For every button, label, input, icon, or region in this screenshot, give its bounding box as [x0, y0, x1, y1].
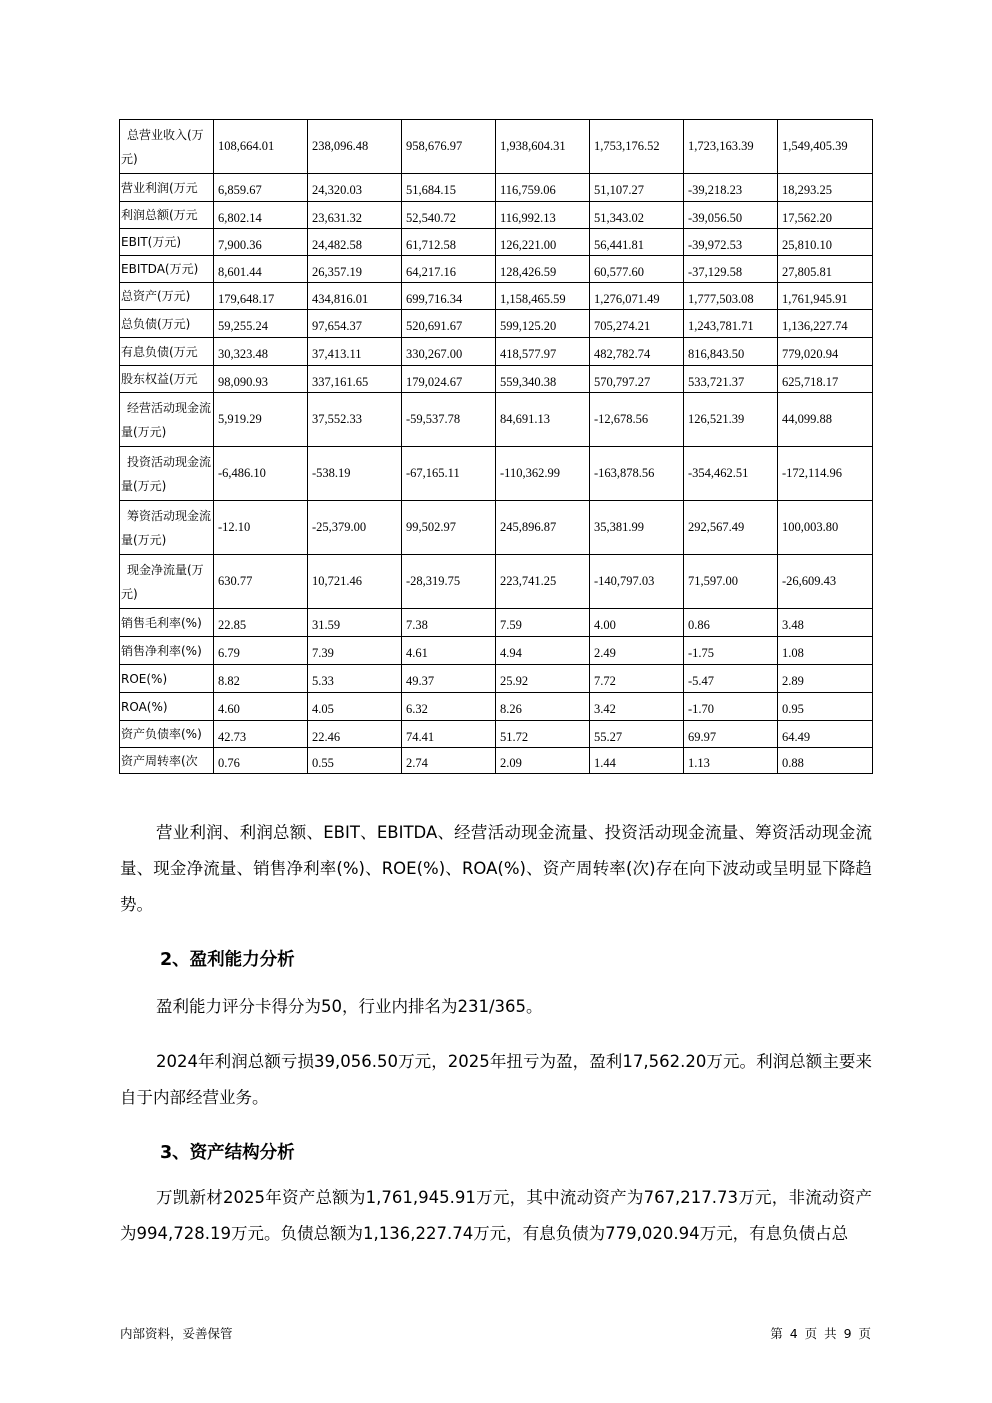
- table-cell: 5.33: [308, 665, 402, 693]
- row-label: [120, 202, 214, 229]
- table-cell: 0.88: [778, 748, 873, 774]
- row-label: [120, 693, 214, 721]
- table-row: [120, 501, 873, 555]
- table-cell: 2.49: [590, 637, 684, 665]
- table-cell: -26,609.43: [778, 555, 873, 609]
- table-cell: 128,426.59: [496, 256, 590, 283]
- table-cell: -163,878.56: [590, 447, 684, 501]
- table-cell: -39,056.50: [684, 202, 778, 229]
- table-cell: 1.08: [778, 637, 873, 665]
- profitability-score-paragraph: 盈利能力评分卡得分为50，行业内排名为231/365。: [156, 997, 543, 1016]
- table-cell: 245,896.87: [496, 501, 590, 555]
- row-label: [120, 120, 214, 174]
- table-cell: 116,992.13: [496, 202, 590, 229]
- row-label: [120, 748, 214, 774]
- table-row: [120, 202, 873, 229]
- table-cell: 52,540.72: [402, 202, 496, 229]
- table-cell: 6,859.67: [214, 174, 308, 202]
- table-cell: 100,003.80: [778, 501, 873, 555]
- table-cell: 520,691.67: [402, 310, 496, 338]
- table-cell: 42.73: [214, 721, 308, 748]
- table-cell: 1,938,604.31: [496, 120, 590, 174]
- trend-summary-paragraph: 营业利润、利润总额、EBIT、EBITDA、经营活动现金流量、投资活动现金流量、筹资活动现金流量、现金净流量、销售净利率(%)、ROE(%)、ROA(%)、资产周转率(次)存在向下波动或呈明显下降趋势。: [120, 823, 872, 914]
- table-cell: 18,293.25: [778, 174, 873, 202]
- table-row: [120, 609, 873, 637]
- table-cell: 2.09: [496, 748, 590, 774]
- row-label-text: ROE(%): [121, 671, 168, 686]
- row-label-text: ROA(%): [121, 699, 168, 714]
- table-cell: 337,161.65: [308, 366, 402, 393]
- table-cell: 31.59: [308, 609, 402, 637]
- table-cell: 108,664.01: [214, 120, 308, 174]
- table-cell: 69.97: [684, 721, 778, 748]
- row-label: [120, 283, 214, 310]
- table-cell: 37,552.33: [308, 393, 402, 447]
- table-cell: 559,340.38: [496, 366, 590, 393]
- row-label-text: 资产周转率(次: [121, 753, 198, 768]
- table-cell: 6.79: [214, 637, 308, 665]
- row-label: [120, 609, 214, 637]
- table-row: [120, 338, 873, 366]
- row-label-text: 销售净利率(%): [121, 643, 202, 658]
- table-cell: 37,413.11: [308, 338, 402, 366]
- table-cell: 7,900.36: [214, 229, 308, 256]
- table-row: [120, 665, 873, 693]
- table-cell: 126,521.39: [684, 393, 778, 447]
- row-label-text: 资产负债率(%): [121, 727, 202, 741]
- table-cell: 71,597.00: [684, 555, 778, 609]
- table-cell: 4.61: [402, 637, 496, 665]
- table-cell: 126,221.00: [496, 229, 590, 256]
- table-cell: 179,024.67: [402, 366, 496, 393]
- row-label: [120, 501, 214, 555]
- table-cell: 1,761,945.91: [778, 283, 873, 310]
- row-label-text: 投资活动现金流量(万元): [121, 454, 212, 493]
- table-cell: 1,136,227.74: [778, 310, 873, 338]
- table-cell: -67,165.11: [402, 447, 496, 501]
- table-row: [120, 721, 873, 748]
- table-cell: 25,810.10: [778, 229, 873, 256]
- table-cell: 49.37: [402, 665, 496, 693]
- row-label-text: 总负债(万元): [121, 316, 191, 331]
- row-label-text: 有息负债(万元: [121, 344, 198, 359]
- row-label-text: 股东权益(万元: [121, 372, 198, 386]
- table-cell: 1.13: [684, 748, 778, 774]
- table-cell: 51,107.27: [590, 174, 684, 202]
- table-cell: 1,243,781.71: [684, 310, 778, 338]
- table-cell: 699,716.34: [402, 283, 496, 310]
- table-cell: 4.00: [590, 609, 684, 637]
- table-cell: 533,721.37: [684, 366, 778, 393]
- table-cell: -1.70: [684, 693, 778, 721]
- section-heading-asset-structure: 3、资产结构分析: [160, 1143, 295, 1163]
- table-cell: -5.47: [684, 665, 778, 693]
- table-cell: 330,267.00: [402, 338, 496, 366]
- table-cell: 44,099.88: [778, 393, 873, 447]
- table-cell: -59,537.78: [402, 393, 496, 447]
- row-label-text: 现金净流量(万元): [121, 562, 204, 601]
- table-cell: 24,320.03: [308, 174, 402, 202]
- table-cell: 8.26: [496, 693, 590, 721]
- table-cell: 7.59: [496, 609, 590, 637]
- row-label-text: 营业利润(万元: [121, 180, 198, 195]
- table-cell: 599,125.20: [496, 310, 590, 338]
- row-label: [120, 637, 214, 665]
- row-label: [120, 338, 214, 366]
- table-cell: 22.46: [308, 721, 402, 748]
- table-cell: 51.72: [496, 721, 590, 748]
- table-row: [120, 120, 873, 174]
- table-cell: -140,797.03: [590, 555, 684, 609]
- table-cell: -6,486.10: [214, 447, 308, 501]
- row-label: [120, 256, 214, 283]
- table-cell: 238,096.48: [308, 120, 402, 174]
- table-cell: 55.27: [590, 721, 684, 748]
- table-cell: -354,462.51: [684, 447, 778, 501]
- section-heading-profitability: 2、盈利能力分析: [160, 950, 295, 970]
- table-cell: 35,381.99: [590, 501, 684, 555]
- table-cell: 26,357.19: [308, 256, 402, 283]
- table-row: [120, 637, 873, 665]
- table-cell: 61,712.58: [402, 229, 496, 256]
- table-row: [120, 256, 873, 283]
- row-label-text: 筹资活动现金流量(万元): [121, 508, 212, 547]
- table-cell: 8.82: [214, 665, 308, 693]
- table-cell: 1,723,163.39: [684, 120, 778, 174]
- table-cell: 10,721.46: [308, 555, 402, 609]
- asset-structure-paragraph: 万凯新材2025年资产总额为1,761,945.91万元，其中流动资产为767,217.73万元，非流动资产为994,728.19万元。负债总额为1,136,227.74万元，有息负债为779,020.94万元，有息负债占总: [120, 1188, 872, 1243]
- table-cell: 99,502.97: [402, 501, 496, 555]
- table-row: [120, 310, 873, 338]
- table-cell: 64.49: [778, 721, 873, 748]
- table-row: [120, 229, 873, 256]
- table-cell: -39,218.23: [684, 174, 778, 202]
- table-cell: -110,362.99: [496, 447, 590, 501]
- table-cell: 97,654.37: [308, 310, 402, 338]
- table-cell: 223,741.25: [496, 555, 590, 609]
- table-cell: 1,158,465.59: [496, 283, 590, 310]
- row-label: [120, 310, 214, 338]
- table-row: [120, 693, 873, 721]
- table-cell: 6,802.14: [214, 202, 308, 229]
- table-row: [120, 748, 873, 774]
- table-cell: -1.75: [684, 637, 778, 665]
- table-cell: 116,759.06: [496, 174, 590, 202]
- table-cell: -12,678.56: [590, 393, 684, 447]
- table-cell: 60,577.60: [590, 256, 684, 283]
- table-cell: 179,648.17: [214, 283, 308, 310]
- table-cell: 51,343.02: [590, 202, 684, 229]
- row-label-text: 销售毛利率(%): [121, 615, 202, 630]
- table-cell: 6.32: [402, 693, 496, 721]
- table-cell: 17,562.20: [778, 202, 873, 229]
- table-cell: -538.19: [308, 447, 402, 501]
- table-cell: 4.05: [308, 693, 402, 721]
- table-cell: 7.72: [590, 665, 684, 693]
- table-cell: -28,319.75: [402, 555, 496, 609]
- table-cell: 7.38: [402, 609, 496, 637]
- table-cell: 0.95: [778, 693, 873, 721]
- table-cell: 5,919.29: [214, 393, 308, 447]
- row-label-text: EBIT(万元): [121, 235, 182, 249]
- table-body: [120, 120, 873, 774]
- table-cell: 1,777,503.08: [684, 283, 778, 310]
- table-cell: 3.48: [778, 609, 873, 637]
- table-cell: 570,797.27: [590, 366, 684, 393]
- table-cell: 59,255.24: [214, 310, 308, 338]
- row-label: [120, 555, 214, 609]
- table-row: [120, 174, 873, 202]
- table-cell: 4.94: [496, 637, 590, 665]
- row-label: [120, 366, 214, 393]
- table-cell: 2.74: [402, 748, 496, 774]
- table-cell: 958,676.97: [402, 120, 496, 174]
- row-label: [120, 174, 214, 202]
- table-cell: 0.86: [684, 609, 778, 637]
- table-cell: 84,691.13: [496, 393, 590, 447]
- table-cell: -37,129.58: [684, 256, 778, 283]
- table-cell: 74.41: [402, 721, 496, 748]
- row-label-text: 经营活动现金流量(万元): [121, 400, 212, 439]
- table-cell: 25.92: [496, 665, 590, 693]
- table-cell: 292,567.49: [684, 501, 778, 555]
- table-cell: 7.39: [308, 637, 402, 665]
- table-cell: 630.77: [214, 555, 308, 609]
- table-cell: 1.44: [590, 748, 684, 774]
- table-cell: 4.60: [214, 693, 308, 721]
- table-cell: -39,972.53: [684, 229, 778, 256]
- table-cell: 23,631.32: [308, 202, 402, 229]
- table-cell: 0.76: [214, 748, 308, 774]
- table-cell: 30,323.48: [214, 338, 308, 366]
- table-cell: 51,684.15: [402, 174, 496, 202]
- table-row: [120, 283, 873, 310]
- table-cell: 0.55: [308, 748, 402, 774]
- table-cell: 434,816.01: [308, 283, 402, 310]
- profit-trend-paragraph: 2024年利润总额亏损39,056.50万元，2025年扭亏为盈，盈利17,562.20万元。利润总额主要来自于内部经营业务。: [120, 1052, 872, 1107]
- table-cell: 816,843.50: [684, 338, 778, 366]
- table-cell: 24,482.58: [308, 229, 402, 256]
- table-cell: 705,274.21: [590, 310, 684, 338]
- row-label: [120, 665, 214, 693]
- table-cell: 1,753,176.52: [590, 120, 684, 174]
- table-cell: 2.89: [778, 665, 873, 693]
- row-label: [120, 229, 214, 256]
- row-label-text: 总营业收入(万元): [121, 127, 204, 166]
- table-cell: 625,718.17: [778, 366, 873, 393]
- footer-confidential-note: 内部资料，妥善保管: [120, 1326, 233, 1341]
- row-label: [120, 447, 214, 501]
- row-label-text: 利润总额(万元: [121, 208, 198, 222]
- table-cell: 1,549,405.39: [778, 120, 873, 174]
- table-cell: 27,805.81: [778, 256, 873, 283]
- row-label: [120, 721, 214, 748]
- row-label-text: EBITDA(万元): [121, 262, 199, 276]
- table-cell: 779,020.94: [778, 338, 873, 366]
- financial-data-table: [119, 119, 873, 774]
- table-cell: 8,601.44: [214, 256, 308, 283]
- table-cell: 482,782.74: [590, 338, 684, 366]
- table-row: [120, 366, 873, 393]
- table-cell: 3.42: [590, 693, 684, 721]
- table-cell: 64,217.16: [402, 256, 496, 283]
- table-row: [120, 555, 873, 609]
- table-cell: 418,577.97: [496, 338, 590, 366]
- table-cell: 1,276,071.49: [590, 283, 684, 310]
- table-cell: 56,441.81: [590, 229, 684, 256]
- row-label: [120, 393, 214, 447]
- row-label-text: 总资产(万元): [121, 289, 191, 303]
- table-cell: 98,090.93: [214, 366, 308, 393]
- table-cell: -172,114.96: [778, 447, 873, 501]
- table-row: [120, 393, 873, 447]
- table-row: [120, 447, 873, 501]
- table-cell: -25,379.00: [308, 501, 402, 555]
- table-cell: -12.10: [214, 501, 308, 555]
- footer-page-number: 第 4 页 共 9 页: [770, 1326, 871, 1341]
- table-cell: 22.85: [214, 609, 308, 637]
